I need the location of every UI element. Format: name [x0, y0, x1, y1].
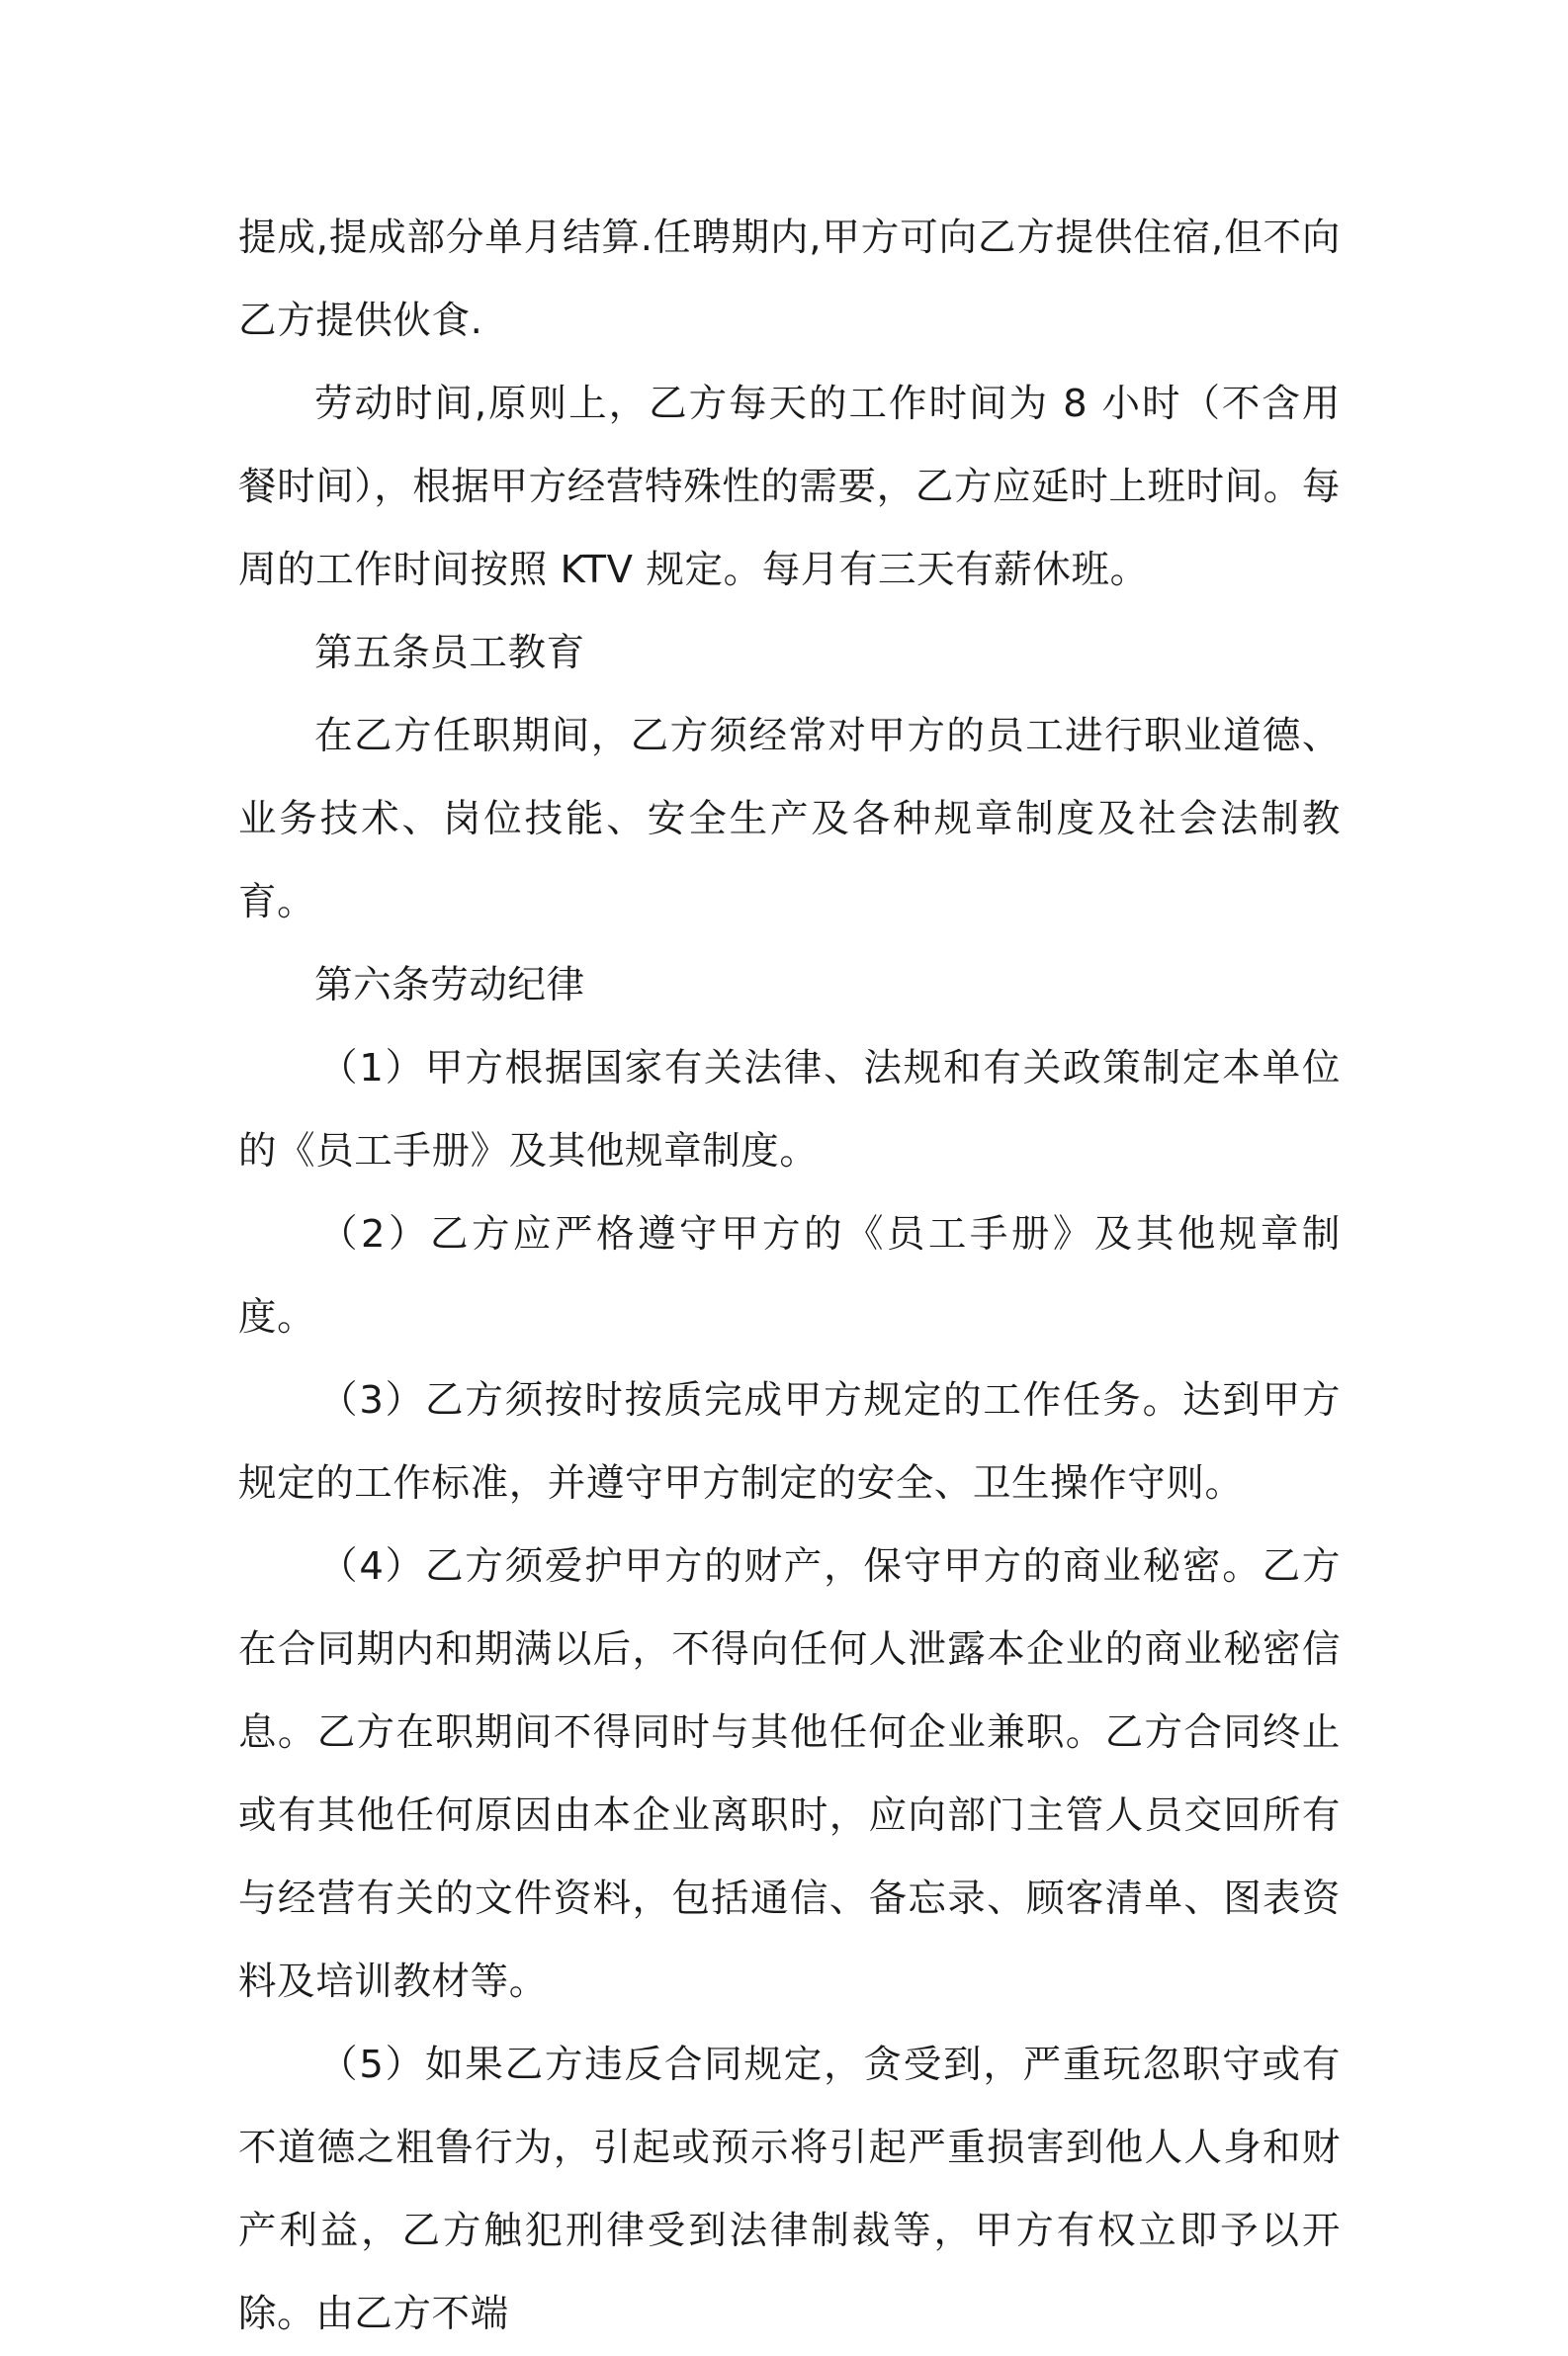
paragraph-discipline-5: （5）如果乙方违反合同规定，贪受到，严重玩忽职守或有不道德之粗鲁行为，引起或预示将引起严重损害到他人人身和财产利益，乙方触犯刑律受到法律制裁等，甲方有权立即予以开除。由乙方不端	[238, 2043, 1341, 2336]
paragraph-discipline-4: （4）乙方须爱护甲方的财产，保守甲方的商业秘密。乙方在合同期内和期满以后，不得向任何人泄露本企业的商业秘密信息。乙方在职期间不得同时与其他任何企业兼职。乙方合同终止或有其他任何原因由本企业离职时，应向部门主管人员交回所有与经营有关的文件资料，包括通信、备忘录、顾客清单、图表资料及培训教材等。	[238, 1544, 1341, 2004]
paragraph-discipline-3: （3）乙方须按时按质完成甲方规定的工作任务。达到甲方规定的工作标准，并遵守甲方制定的安全、卫生操作守则。	[238, 1378, 1341, 1506]
paragraph-employee-education: 在乙方任职期间，乙方须经常对甲方的员工进行职业道德、业务技术、岗位技能、安全生产及各种规章制度及社会法制教育。	[238, 714, 1341, 924]
heading-article-6: 第六条劳动纪律	[314, 963, 585, 1007]
paragraph-discipline-1: （1）甲方根据国家有关法律、法规和有关政策制定本单位的《员工手册》及其他规章制度。	[238, 1046, 1341, 1174]
paragraph-commission: 提成,提成部分单月结算.任聘期内,甲方可向乙方提供住宿,但不向乙方提供伙食.	[238, 216, 1341, 343]
paragraph-discipline-2: （2）乙方应严格遵守甲方的《员工手册》及其他规章制度。	[238, 1212, 1341, 1340]
document-body	[238, 197, 1341, 2356]
heading-article-5: 第五条员工教育	[314, 631, 585, 675]
paragraph-working-hours: 劳动时间,原则上，乙方每天的工作时间为 8 小时（不含用餐时间），根据甲方经营特殊性的需要，乙方应延时上班时间。每周的工作时间按照 KTV 规定。每月有三天有薪休班。	[238, 382, 1341, 592]
